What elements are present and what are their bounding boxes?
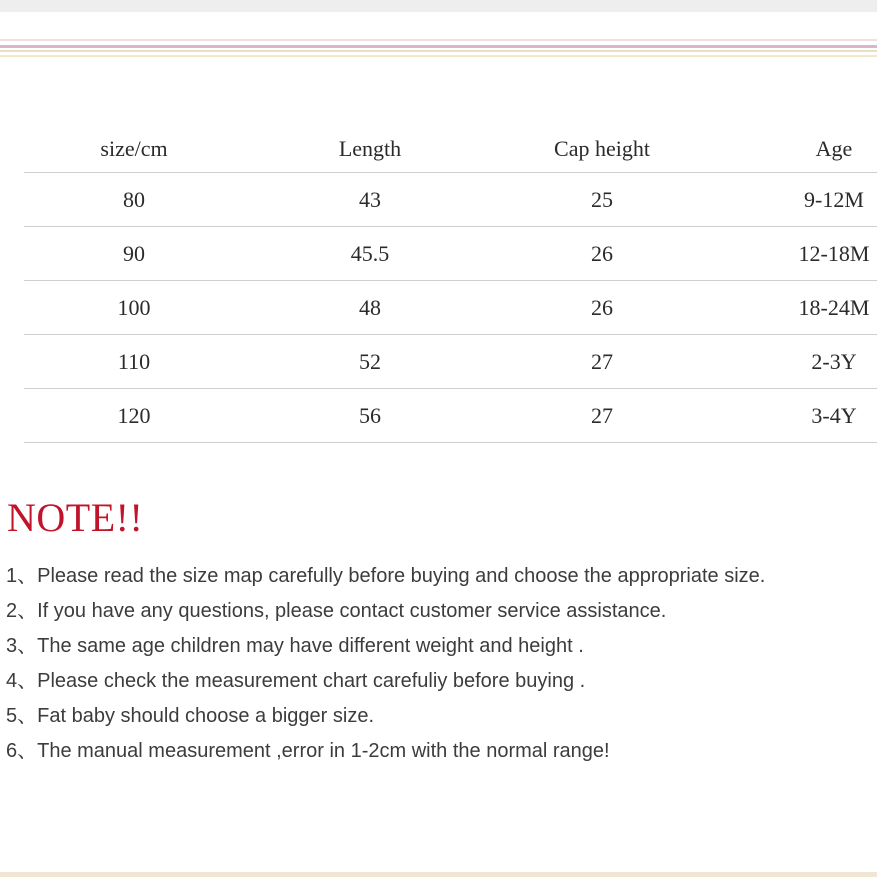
decorative-stripe (0, 45, 877, 48)
cell-cap-height: 26 (591, 240, 613, 266)
cell-length: 56 (359, 402, 381, 428)
table-row (24, 227, 877, 281)
table-row (24, 335, 877, 389)
cell-length: 52 (359, 348, 381, 374)
cell-size: 90 (123, 240, 145, 266)
note-item: 5、Fat baby should choose a bigger size. (6, 705, 374, 727)
bottom-band (0, 872, 877, 877)
cell-age: 12-18M (798, 240, 870, 266)
table-header-row (24, 125, 877, 173)
header-cap-height: Cap height (554, 135, 650, 161)
cell-cap-height: 27 (591, 402, 613, 428)
cell-size: 80 (123, 186, 145, 212)
cell-cap-height: 26 (591, 294, 613, 320)
header-length: Length (338, 135, 402, 161)
cell-cap-height: 25 (591, 186, 613, 212)
note-item: 1、Please read the size map carefully before buying and choose the appropriate size. (6, 565, 766, 587)
cell-size: 100 (117, 294, 151, 320)
cell-length: 43 (359, 186, 381, 212)
size-chart-table (24, 125, 877, 443)
cell-length: 48 (359, 294, 381, 320)
top-band (0, 0, 877, 12)
cell-size: 110 (117, 348, 151, 374)
cell-size: 120 (117, 402, 151, 428)
note-item: 4、Please check the measurement chart carefuliy before buying . (6, 670, 586, 692)
note-list (6, 560, 877, 770)
decorative-stripe (0, 39, 877, 41)
decorative-stripe (0, 55, 877, 57)
table-row (24, 389, 877, 443)
table-row (24, 173, 877, 227)
cell-age: 18-24M (798, 294, 870, 320)
note-title: NOTE!! (7, 495, 144, 540)
note-item: 2、If you have any questions, please contact customer service assistance. (6, 600, 667, 622)
cell-cap-height: 27 (591, 348, 613, 374)
cell-age: 2-3Y (811, 348, 857, 374)
cell-age: 3-4Y (811, 402, 857, 428)
header-age: Age (815, 135, 853, 161)
cell-age: 9-12M (804, 186, 864, 212)
note-item: 6、The manual measurement ,error in 1-2cm with the normal range! (6, 740, 610, 762)
cell-length: 45.5 (350, 240, 390, 266)
table-row (24, 281, 877, 335)
header-size: size/cm (100, 135, 168, 161)
decorative-stripe (0, 50, 877, 52)
note-item: 3、The same age children may have different weight and height . (6, 635, 584, 657)
